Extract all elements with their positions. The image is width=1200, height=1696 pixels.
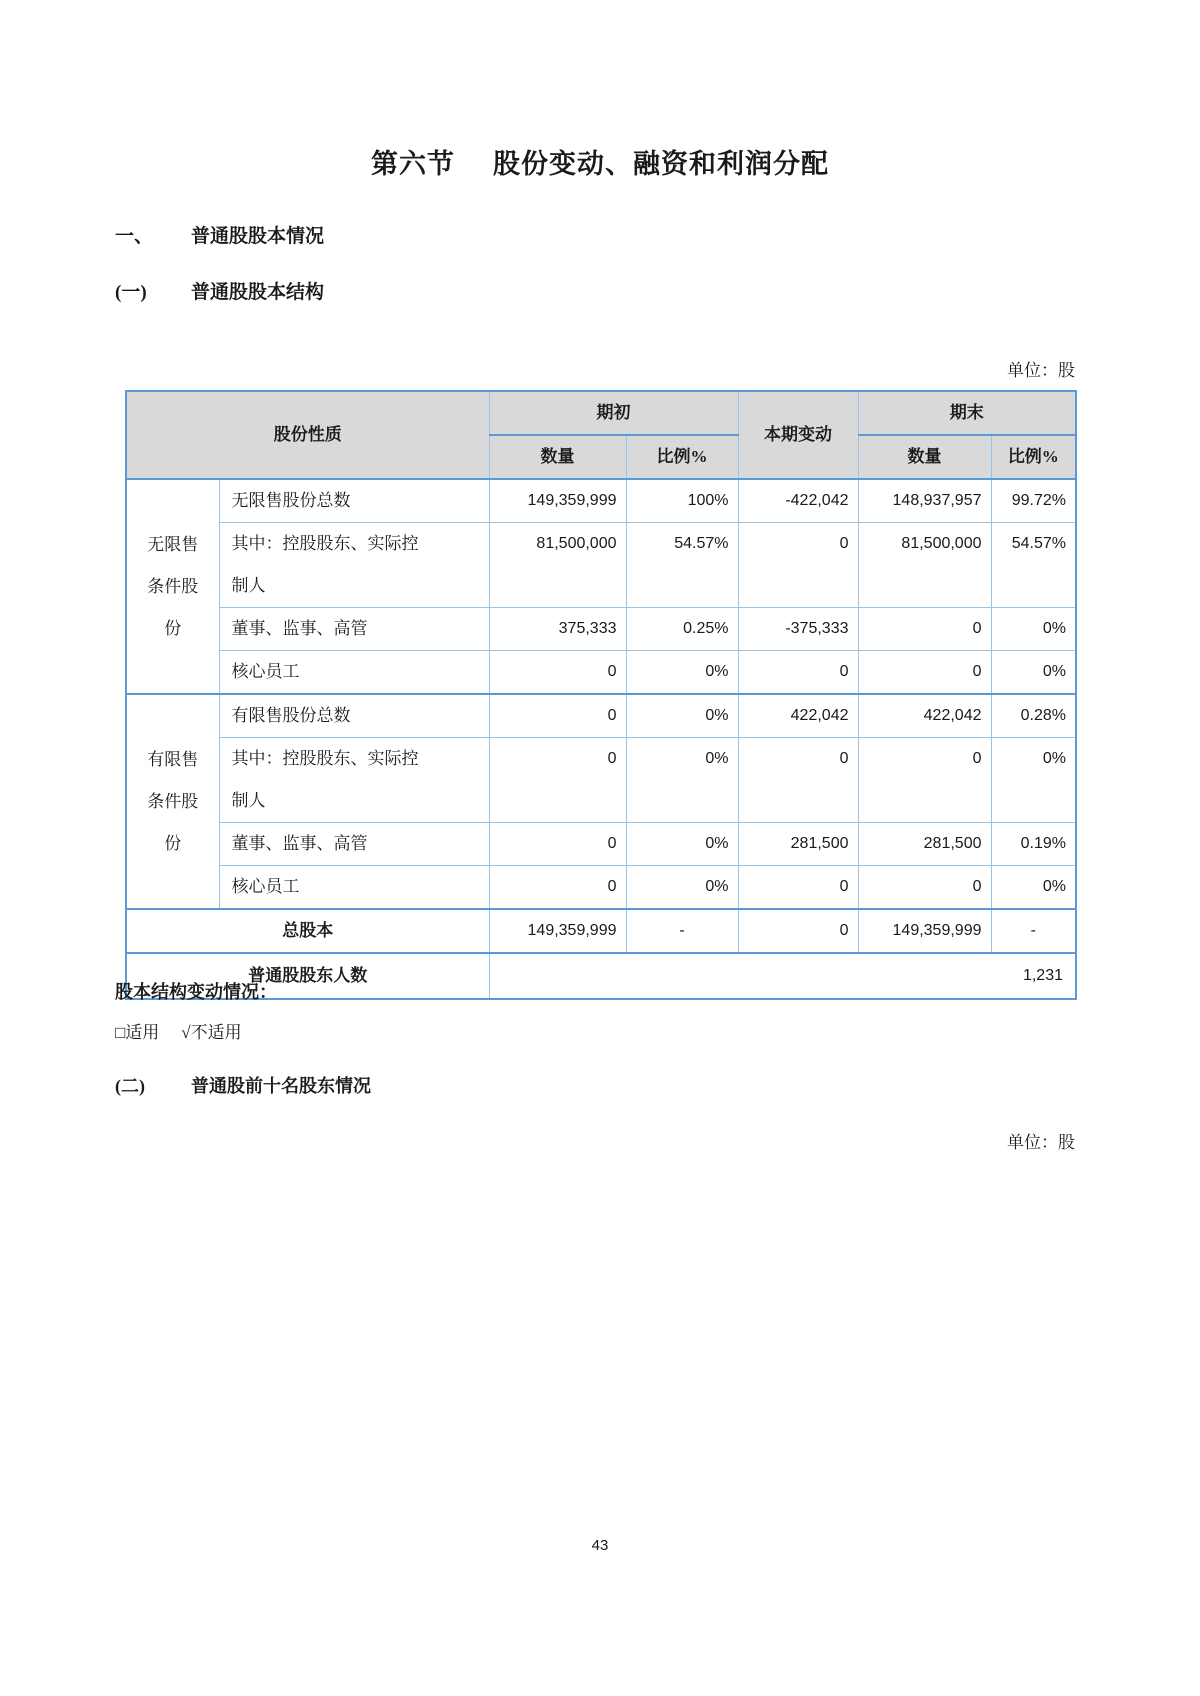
end-pct-cell: - [991,909,1076,953]
page-number: 43 [591,1537,609,1554]
subsection-heading-2 [115,1072,371,1098]
change-cell: 0 [738,738,858,823]
end-pct-cell: 0.19% [991,823,1076,866]
begin-pct-cell: 0% [626,738,738,823]
section-label: 普通股股本情况 [191,226,325,247]
group-cell-unrestricted [126,479,219,694]
item-cell: 核心员工 [219,651,489,695]
begin-pct-cell: 54.57% [626,523,738,608]
end-pct-cell: 0% [991,866,1076,910]
begin-pct-cell: 0.25% [626,608,738,651]
end-pct-cell: 0.28% [991,694,1076,738]
change-cell: 0 [738,651,858,695]
end-qty-cell: 0 [858,608,991,651]
end-pct-cell: 0% [991,651,1076,695]
col-header-beginning: 期初 [489,391,738,435]
item-cell [219,738,489,823]
subsection-label: 普通股前十名股东情况 [191,1076,371,1096]
begin-qty-cell: 149,359,999 [489,479,626,523]
subsection-number: (二) [115,1076,145,1096]
change-cell: -375,333 [738,608,858,651]
unit-label-2 [1007,1128,1075,1153]
total-row [126,909,1076,953]
holders-value-cell: 1,231 [489,953,1076,999]
begin-pct-cell: 0% [626,694,738,738]
applicability-line [115,1018,242,1043]
end-pct-cell: 0% [991,608,1076,651]
begin-pct-cell: 0% [626,866,738,910]
table-row [126,479,1076,523]
begin-pct-cell: 0% [626,823,738,866]
begin-qty-cell: 0 [489,738,626,823]
col-header-begin-pct: 比例% [626,435,738,479]
begin-qty-cell: 81,500,000 [489,523,626,608]
change-cell: -422,042 [738,479,858,523]
total-label-cell: 总股本 [126,909,489,953]
end-qty-cell: 0 [858,738,991,823]
col-header-end-qty: 数量 [858,435,991,479]
table-header-row-1 [126,391,1076,435]
table-row [126,823,1076,866]
begin-qty-cell: 149,359,999 [489,909,626,953]
unit-label-text: 单位：股 [1007,1133,1075,1152]
table-row [126,738,1076,823]
chapter-title-text: 股份变动、融资和利润分配 [493,149,829,179]
end-qty-cell: 148,937,957 [858,479,991,523]
begin-qty-cell: 0 [489,823,626,866]
page-title [0,142,1200,181]
change-cell: 281,500 [738,823,858,866]
col-header-end-pct: 比例% [991,435,1076,479]
col-header-current-change: 本期变动 [738,391,858,479]
item-cell [219,523,489,608]
section-number: 一、 [115,226,154,247]
holders-label-cell: 普通股股东人数 [126,953,489,999]
end-qty-cell: 149,359,999 [858,909,991,953]
item-cell: 董事、监事、高管 [219,608,489,651]
unit-label-text: 单位：股 [1007,361,1075,380]
end-qty-cell: 0 [858,866,991,910]
subsection-label: 普通股股本结构 [191,282,325,303]
chapter-number: 第六节 [371,149,455,179]
begin-qty-cell: 0 [489,694,626,738]
end-qty-cell: 281,500 [858,823,991,866]
table-row [126,694,1076,738]
unit-label-1 [1007,356,1075,381]
item-text: 其中：控股股东、实际控制人 [231,534,419,595]
section-heading-1 [115,221,324,248]
item-text: 其中：控股股东、实际控制人 [231,749,419,810]
group-label: 无限售条件股份 [147,534,199,638]
end-pct-cell: 0% [991,738,1076,823]
note-title: 股本结构变动情况： [115,982,277,1002]
subsection-heading-1 [115,277,324,304]
checkbox-applicable-option: □适用 [115,1023,160,1042]
col-header-ending: 期末 [858,391,1076,435]
table-row [126,523,1076,608]
item-cell: 核心员工 [219,866,489,910]
end-pct-cell: 54.57% [991,523,1076,608]
begin-qty-cell: 0 [489,866,626,910]
table-row [126,651,1076,695]
change-cell: 0 [738,523,858,608]
end-qty-cell: 81,500,000 [858,523,991,608]
table-row [126,866,1076,910]
begin-qty-cell: 375,333 [489,608,626,651]
item-cell: 董事、监事、高管 [219,823,489,866]
group-label: 有限售条件股份 [147,749,199,853]
item-cell: 无限售股份总数 [219,479,489,523]
begin-pct-cell: 0% [626,651,738,695]
change-cell: 0 [738,866,858,910]
table-row [126,608,1076,651]
end-qty-cell: 422,042 [858,694,991,738]
change-cell: 422,042 [738,694,858,738]
end-qty-cell: 0 [858,651,991,695]
begin-qty-cell: 0 [489,651,626,695]
subsection-number: (一) [115,282,147,303]
change-cell: 0 [738,909,858,953]
begin-pct-cell: 100% [626,479,738,523]
checkbox-not-applicable-option: √不适用 [181,1023,242,1042]
col-header-share-nature: 股份性质 [126,391,489,479]
col-header-begin-qty: 数量 [489,435,626,479]
end-pct-cell: 99.72% [991,479,1076,523]
item-cell: 有限售股份总数 [219,694,489,738]
share-structure-table [125,390,1077,1000]
group-cell-restricted [126,694,219,909]
begin-pct-cell: - [626,909,738,953]
